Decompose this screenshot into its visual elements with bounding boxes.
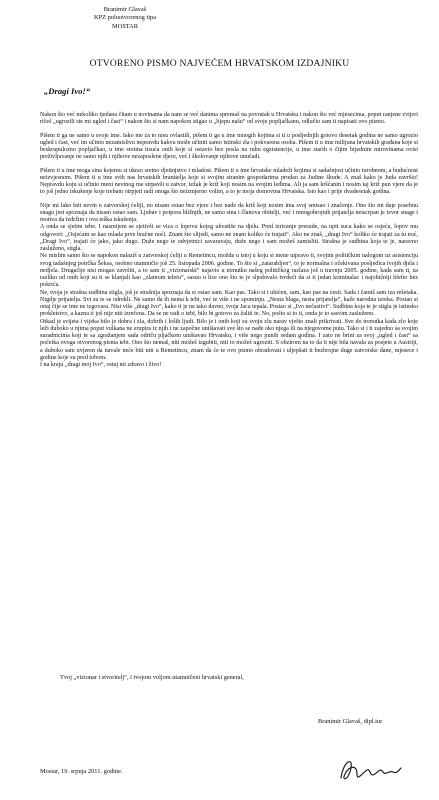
- sender-name: Branimir Glavaš: [103, 6, 147, 13]
- handwritten-signature: [335, 752, 405, 788]
- letter-title: OTVORENO PISMO NAJVEĆEM HRVATSKOM IZDAJNIKU: [89, 58, 350, 69]
- letter-body: [40, 112, 418, 375]
- paragraph-6: Ne mislim samo što se napokon nalaziš u zatvorskoj ćeliji u Remetincu, možda u istoj u koju si mene utpravo ti, svojim političkim nalogom uz asistenciju svog tadašnjeg potrčka Šeksa, osobno utamničio još 25. listopada 2006. godine. To što si „zatarabljen“, to je normalna i očekivana posljedica tvojih djela i nedjela. Drugačije nisi mogao završiti, a to sam ti „vizionarski“ najavio u trenutku našeg političkog razlaza još u travnju 2005. godine, kada sam ti, za razliku od onih koji su ti se klanjali kao „zlatnom teletu“, sasuo u lice ono što te je sljedovalo tvrdeći da si ti jedan kriminalac i najobičniji blefer bez pokrića.: [40, 253, 418, 289]
- paragraph-4: Nije mi lako biti nevin u zatvorskoj ćeliji, no nisam ostao bez vjere i bez nade da križ koji nosim ima svoj smisao i značenje. Ono što mi daje posebnu snagu jest spoznaja da nisam ostao sam. Ljubav i potpora bližnjih, ne samo sina i članova obitelji, već i mnogobrojnih prijatelja neiscrpan je izvor snage i motiva da izdržim i ova teška iskušenja.: [40, 202, 418, 223]
- date-line: Mostar, 19. srpnja 2011. godine.: [40, 768, 123, 775]
- signature-name: Branimir Glavaš, dipl.iur: [318, 718, 383, 725]
- sender-org: KPZ poluotvorenog tipa: [93, 14, 157, 22]
- paragraph-5: A onda se sjetim tebe. I nasmijem se sjetivši se vica o lopovu kojeg uhvatiše na djelu. Pred izricanje presude, na upit suca kako se osjeća, lopov mu odgovori: „Osjećam se kao mlada prve bračne noći. Znam što slijedi, samo ne znam koliko će trajati“. Ako ne znaš, „dragi Ivo“ koliko će trajati za tu noć, „Dragi Ivo“, trajati će jako, jako dugo. Duže nego te odvjetnici zavaravaju, duže nego i sam možeš zamisliti. Strašna je sudbina koja te je, naravno zasluženo, stigla.: [40, 224, 418, 252]
- sender-city: MOSTAR: [111, 22, 139, 30]
- paragraph-2: Pišem ti ga ne samo u svoje ime. Iako me za to nisu ovlastili, pišem ti ga u ime mnogih kojima si ti u posljednjih gotovo desetak godina ne samo ugrozio ugled i čast, već im učinio nezamislivu nepravdu kakvu može učiniti samo istinski zla i pokvarena osoba. Pišem ti u ime milijuna hrvatskih građana koje si beskrupulozno popljačkao, u ime stotina tisuća onih koje si ostavio bez posla na rubu egzistencije, u ime starih o čijim bijednim mirovinama ovisi preživljavanje ne samo njih i njihove nezaposlene djece, već i školovanje njihove unučadi.: [40, 132, 418, 161]
- paragraph-9: I na kraju „dragi moj Ivo“, ostaj mi zdravo i živo!: [40, 362, 162, 368]
- paragraph-1: Nakon što već nekoliko tjedana čitam u novinama da nam se već danima spremaš na povratak u Hrvatsku i nakon što već mjesecima, poput ranjene zvijeri ričeš „ugrozili ste mi ugled i čast“ i nakon što si nam napokon stigao u „lijepu našu“ od svoje popljačkanu, odlučio sam ti napisati ovo pismo.: [40, 112, 418, 126]
- salutation: „Dragi Ivo!“: [44, 86, 91, 96]
- paragraph-8: Otkad je svijeta i vijeka bilo je dobra i zla, dobrih i loših ljudi. Bilo je i onih koji su svoju zlu narav vješto znali prikrivati. Sve do trenutka kada zlo koje leži duboko u njima poput vulkana ne erupira iz njih i ne započne uništavati sve što se nađe oko njega ili na njegovome putu. Tako si i ti zajedno sa svojim suradnicima koji te sa zgražanjem sada odriču pljačkom uništavao Hrvatsku, i više nego punih sedam godina. I zato ne brini za svoj „ugled i čast“ sa početka ovoga otvorenog pisma tebi. Ono što nemaš, niti možeš izgubiti, niti to možeš ugroziti. S obzirom na to da ti nije bila navala za posjete u Austriji, a duboko sam uvjeren da navale neće biti niti u Remetincu, znam da će te ovo pismo obradovati i uljepšati ti bezbrojne duge zatvorske dane, mjesece i godine koje su pred tobom.: [40, 318, 418, 361]
- sender-block: [70, 6, 180, 31]
- paragraph-7: Ne, tvoja je strašna sudbina stigla, još je strašnija spoznaja da si ostao sam. Kao pas. Tako si i uhićen, sam, kao pas na cesti. Sada i čamiš sam iza rešetaka. Nigdje prijatelja. Svi su te se odrekli. Ne samo da ih nema k tebi, već te više i ne spominju. „Nesta blaga, nesta prijatelja“, kaže narodna izreka. Postao si onaj čije se ime ne izgovara. Nisi više „dragi Ivo“, kako ti je ne tako davno, tvoja Jaca tepala. Postao si „Ivo nečastivi“. Sudbina koja te je stigla je istinsko prokletstvo, a kazna ti još nije niti izrečena. Da se ne radi o tebi, bilo bi gotovo za žaliti te. No, pošto si to ti, onda je to sasvim zasluženo.: [40, 289, 418, 318]
- closing-line: Tvoj „vizionar i stvoritelj“, i tvojom voljom utamničeni hrvatski general,: [60, 674, 244, 681]
- paragraph-3: Pišem ti u ime moga sina kojemu si ukrao sretno djetinjstvo i mladost. Pišem ti u ime hrvatske mladeži kojima si sadašnjost učinio turobnom, a budućnost neizvjesnom. Pišem ti u ime svih nas hrvatskih branitelja koje si svojim stranim gospodarima prodao za Judine škude. A znaš kako je Juda završio! Nepravdu koju si učinio meni nevinog me strpavši u zatvor, težak je križ koji nosim na svojim leđima. Ali ja sam kršćanin i nosim taj križ pun vjere da je to još jedno iskušenje koje trebam otrpjeti radi onoga što neizmjerno volim, a to je moja domovina Hrvatska. Isto kao i prije dvadesetak godina.: [40, 167, 418, 196]
